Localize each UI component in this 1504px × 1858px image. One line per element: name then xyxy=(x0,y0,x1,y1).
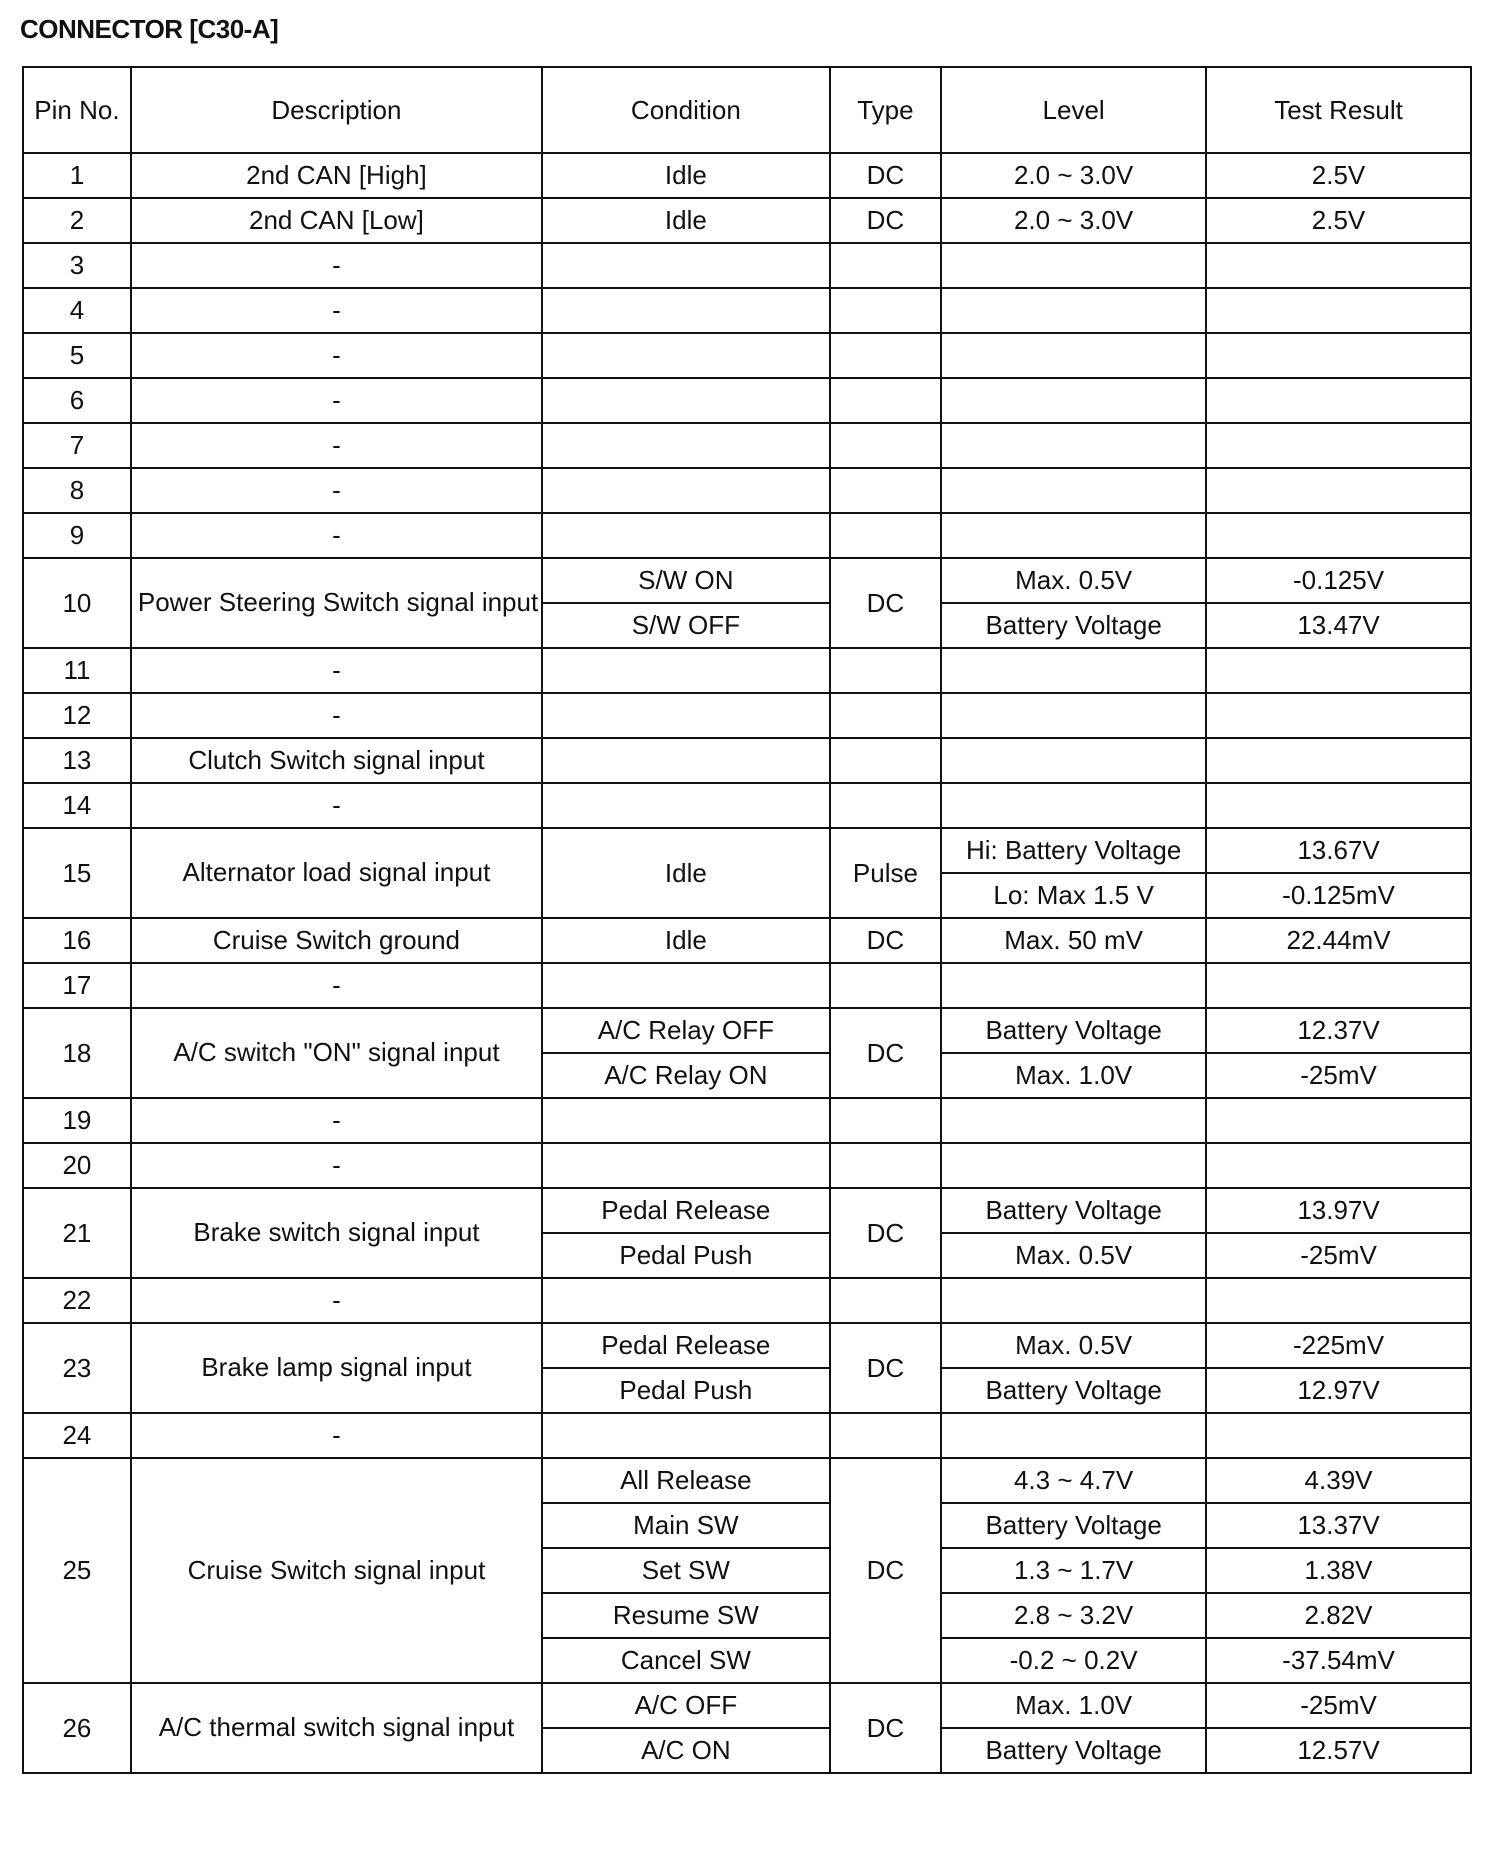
level-cell xyxy=(941,378,1206,423)
table-row xyxy=(23,828,1471,873)
condition-cell xyxy=(542,1098,830,1143)
type-cell: DC xyxy=(830,1008,941,1098)
test-result-cell xyxy=(1206,243,1471,288)
type-cell xyxy=(830,783,941,828)
description-cell: - xyxy=(131,648,542,693)
pin-number-cell: 7 xyxy=(23,423,131,468)
type-cell: DC xyxy=(830,198,941,243)
test-result-cell: 13.37V xyxy=(1206,1503,1471,1548)
test-result-cell xyxy=(1206,738,1471,783)
description-cell: - xyxy=(131,693,542,738)
description-cell: - xyxy=(131,423,542,468)
condition-cell xyxy=(542,648,830,693)
pin-number-cell: 20 xyxy=(23,1143,131,1188)
table-row xyxy=(23,558,1471,603)
test-result-cell: 13.97V xyxy=(1206,1188,1471,1233)
type-cell: DC xyxy=(830,918,941,963)
level-cell: 4.3 ~ 4.7V xyxy=(941,1458,1206,1503)
condition-cell xyxy=(542,288,830,333)
type-cell: DC xyxy=(830,1683,941,1773)
description-cell: - xyxy=(131,1278,542,1323)
table-row xyxy=(23,648,1471,693)
pin-number-cell: 15 xyxy=(23,828,131,918)
type-cell xyxy=(830,693,941,738)
header-level: Level xyxy=(941,67,1206,153)
test-result-cell: -25mV xyxy=(1206,1233,1471,1278)
level-cell: 2.0 ~ 3.0V xyxy=(941,198,1206,243)
type-cell xyxy=(830,378,941,423)
test-result-cell: -0.125mV xyxy=(1206,873,1471,918)
test-result-cell xyxy=(1206,783,1471,828)
pin-number-cell: 21 xyxy=(23,1188,131,1278)
level-cell: 1.3 ~ 1.7V xyxy=(941,1548,1206,1593)
condition-cell xyxy=(542,693,830,738)
condition-cell xyxy=(542,468,830,513)
type-cell: DC xyxy=(830,1458,941,1683)
level-cell xyxy=(941,963,1206,1008)
test-result-cell: 13.47V xyxy=(1206,603,1471,648)
pin-number-cell: 10 xyxy=(23,558,131,648)
type-cell xyxy=(830,468,941,513)
pin-number-cell: 25 xyxy=(23,1458,131,1683)
description-cell: - xyxy=(131,1143,542,1188)
condition-cell: Pedal Push xyxy=(542,1233,830,1278)
type-cell xyxy=(830,243,941,288)
description-cell: A/C thermal switch signal input xyxy=(131,1683,542,1773)
type-cell xyxy=(830,648,941,693)
description-cell: Clutch Switch signal input xyxy=(131,738,542,783)
level-cell: 2.0 ~ 3.0V xyxy=(941,153,1206,198)
condition-cell xyxy=(542,423,830,468)
description-cell: - xyxy=(131,963,542,1008)
type-cell: DC xyxy=(830,1323,941,1413)
level-cell xyxy=(941,693,1206,738)
pin-number-cell: 22 xyxy=(23,1278,131,1323)
test-result-cell xyxy=(1206,1098,1471,1143)
condition-cell xyxy=(542,243,830,288)
level-cell: Max. 0.5V xyxy=(941,1323,1206,1368)
test-result-cell xyxy=(1206,513,1471,558)
header-condition: Condition xyxy=(542,67,830,153)
table-row xyxy=(23,198,1471,243)
level-cell: Battery Voltage xyxy=(941,1728,1206,1773)
test-result-cell: 12.97V xyxy=(1206,1368,1471,1413)
level-cell: Max. 0.5V xyxy=(941,558,1206,603)
table-row xyxy=(23,153,1471,198)
connector-pin-table xyxy=(22,66,1472,1774)
level-cell xyxy=(941,333,1206,378)
table-row xyxy=(23,468,1471,513)
description-cell: - xyxy=(131,378,542,423)
description-cell: - xyxy=(131,333,542,378)
description-cell: 2nd CAN [High] xyxy=(131,153,542,198)
type-cell xyxy=(830,1278,941,1323)
condition-cell: Pedal Release xyxy=(542,1188,830,1233)
condition-cell: Idle xyxy=(542,918,830,963)
test-result-cell xyxy=(1206,468,1471,513)
level-cell xyxy=(941,243,1206,288)
level-cell: Max. 1.0V xyxy=(941,1683,1206,1728)
condition-cell: A/C Relay ON xyxy=(542,1053,830,1098)
header-type: Type xyxy=(830,67,941,153)
level-cell: 2.8 ~ 3.2V xyxy=(941,1593,1206,1638)
table-row xyxy=(23,1683,1471,1728)
condition-cell: A/C ON xyxy=(542,1728,830,1773)
type-cell: Pulse xyxy=(830,828,941,918)
condition-cell: Idle xyxy=(542,198,830,243)
level-cell xyxy=(941,1098,1206,1143)
description-cell: Cruise Switch signal input xyxy=(131,1458,542,1683)
level-cell xyxy=(941,1413,1206,1458)
pin-number-cell: 12 xyxy=(23,693,131,738)
pin-number-cell: 13 xyxy=(23,738,131,783)
pin-number-cell: 11 xyxy=(23,648,131,693)
condition-cell: S/W ON xyxy=(542,558,830,603)
pin-number-cell: 23 xyxy=(23,1323,131,1413)
table-row xyxy=(23,1278,1471,1323)
level-cell xyxy=(941,513,1206,558)
pin-number-cell: 1 xyxy=(23,153,131,198)
table-row xyxy=(23,513,1471,558)
table-row xyxy=(23,738,1471,783)
level-cell: Lo: Max 1.5 V xyxy=(941,873,1206,918)
table-row xyxy=(23,693,1471,738)
level-cell: Max. 50 mV xyxy=(941,918,1206,963)
table-row xyxy=(23,918,1471,963)
test-result-cell: -225mV xyxy=(1206,1323,1471,1368)
test-result-cell xyxy=(1206,378,1471,423)
condition-cell xyxy=(542,1143,830,1188)
condition-cell xyxy=(542,378,830,423)
pin-number-cell: 3 xyxy=(23,243,131,288)
level-cell: Battery Voltage xyxy=(941,1188,1206,1233)
pin-number-cell: 16 xyxy=(23,918,131,963)
condition-cell: Set SW xyxy=(542,1548,830,1593)
header-description: Description xyxy=(131,67,542,153)
type-cell xyxy=(830,1098,941,1143)
type-cell xyxy=(830,1413,941,1458)
condition-cell: Pedal Push xyxy=(542,1368,830,1413)
test-result-cell: 2.5V xyxy=(1206,198,1471,243)
level-cell xyxy=(941,648,1206,693)
test-result-cell xyxy=(1206,1143,1471,1188)
pin-number-cell: 6 xyxy=(23,378,131,423)
test-result-cell: 1.38V xyxy=(1206,1548,1471,1593)
pin-number-cell: 8 xyxy=(23,468,131,513)
test-result-cell: -37.54mV xyxy=(1206,1638,1471,1683)
condition-cell xyxy=(542,513,830,558)
pin-number-cell: 24 xyxy=(23,1413,131,1458)
table-row xyxy=(23,1143,1471,1188)
table-row xyxy=(23,243,1471,288)
description-cell: - xyxy=(131,288,542,333)
level-cell xyxy=(941,468,1206,513)
test-result-cell: -25mV xyxy=(1206,1683,1471,1728)
description-cell: 2nd CAN [Low] xyxy=(131,198,542,243)
table-row xyxy=(23,1098,1471,1143)
condition-cell: A/C OFF xyxy=(542,1683,830,1728)
table-row xyxy=(23,1188,1471,1233)
condition-cell: Cancel SW xyxy=(542,1638,830,1683)
description-cell: - xyxy=(131,1098,542,1143)
description-cell: - xyxy=(131,1413,542,1458)
level-cell: Battery Voltage xyxy=(941,1503,1206,1548)
description-cell: - xyxy=(131,783,542,828)
header-pin-no: Pin No. xyxy=(23,67,131,153)
level-cell xyxy=(941,738,1206,783)
test-result-cell: 12.37V xyxy=(1206,1008,1471,1053)
test-result-cell xyxy=(1206,693,1471,738)
level-cell xyxy=(941,783,1206,828)
table-row xyxy=(23,333,1471,378)
description-cell: - xyxy=(131,513,542,558)
condition-cell xyxy=(542,1413,830,1458)
level-cell: Battery Voltage xyxy=(941,603,1206,648)
type-cell: DC xyxy=(830,153,941,198)
header-test-result: Test Result xyxy=(1206,67,1471,153)
type-cell xyxy=(830,423,941,468)
condition-cell xyxy=(542,738,830,783)
pin-number-cell: 14 xyxy=(23,783,131,828)
description-cell: - xyxy=(131,468,542,513)
level-cell: Battery Voltage xyxy=(941,1368,1206,1413)
table-row xyxy=(23,1413,1471,1458)
test-result-cell xyxy=(1206,1413,1471,1458)
level-cell: Battery Voltage xyxy=(941,1008,1206,1053)
pin-number-cell: 18 xyxy=(23,1008,131,1098)
type-cell: DC xyxy=(830,1188,941,1278)
description-cell: Power Steering Switch signal input xyxy=(131,558,542,648)
level-cell: -0.2 ~ 0.2V xyxy=(941,1638,1206,1683)
pin-number-cell: 17 xyxy=(23,963,131,1008)
level-cell xyxy=(941,423,1206,468)
level-cell xyxy=(941,1278,1206,1323)
pin-number-cell: 19 xyxy=(23,1098,131,1143)
test-result-cell xyxy=(1206,1278,1471,1323)
condition-cell: Main SW xyxy=(542,1503,830,1548)
table-row xyxy=(23,378,1471,423)
type-cell: DC xyxy=(830,558,941,648)
condition-cell xyxy=(542,783,830,828)
condition-cell: Idle xyxy=(542,828,830,918)
condition-cell xyxy=(542,1278,830,1323)
pin-number-cell: 4 xyxy=(23,288,131,333)
table-row xyxy=(23,963,1471,1008)
table-row xyxy=(23,288,1471,333)
test-result-cell xyxy=(1206,423,1471,468)
condition-cell xyxy=(542,333,830,378)
description-cell: Cruise Switch ground xyxy=(131,918,542,963)
table-row xyxy=(23,1008,1471,1053)
test-result-cell: 12.57V xyxy=(1206,1728,1471,1773)
level-cell: Hi: Battery Voltage xyxy=(941,828,1206,873)
level-cell: Max. 0.5V xyxy=(941,1233,1206,1278)
table-row xyxy=(23,1458,1471,1503)
level-cell xyxy=(941,1143,1206,1188)
description-cell: Alternator load signal input xyxy=(131,828,542,918)
test-result-cell: 4.39V xyxy=(1206,1458,1471,1503)
condition-cell xyxy=(542,963,830,1008)
connector-title: CONNECTOR [C30-A] xyxy=(20,14,279,44)
condition-cell: Idle xyxy=(542,153,830,198)
type-cell xyxy=(830,963,941,1008)
type-cell xyxy=(830,1143,941,1188)
pin-number-cell: 2 xyxy=(23,198,131,243)
header-row xyxy=(23,67,1471,153)
pin-number-cell: 26 xyxy=(23,1683,131,1773)
condition-cell: Pedal Release xyxy=(542,1323,830,1368)
test-result-cell xyxy=(1206,333,1471,378)
condition-cell: Resume SW xyxy=(542,1593,830,1638)
type-cell xyxy=(830,513,941,558)
type-cell xyxy=(830,333,941,378)
type-cell xyxy=(830,738,941,783)
test-result-cell xyxy=(1206,288,1471,333)
description-cell: A/C switch "ON" signal input xyxy=(131,1008,542,1098)
condition-cell: All Release xyxy=(542,1458,830,1503)
type-cell xyxy=(830,288,941,333)
level-cell: Max. 1.0V xyxy=(941,1053,1206,1098)
table-body xyxy=(23,153,1471,1773)
description-cell: Brake lamp signal input xyxy=(131,1323,542,1413)
table-row xyxy=(23,423,1471,468)
description-cell: - xyxy=(131,243,542,288)
pin-number-cell: 5 xyxy=(23,333,131,378)
table-row xyxy=(23,783,1471,828)
test-result-cell: 13.67V xyxy=(1206,828,1471,873)
test-result-cell: 22.44mV xyxy=(1206,918,1471,963)
table-row xyxy=(23,1323,1471,1368)
description-cell: Brake switch signal input xyxy=(131,1188,542,1278)
test-result-cell: 2.82V xyxy=(1206,1593,1471,1638)
test-result-cell: -0.125V xyxy=(1206,558,1471,603)
condition-cell: S/W OFF xyxy=(542,603,830,648)
test-result-cell: 2.5V xyxy=(1206,153,1471,198)
test-result-cell xyxy=(1206,648,1471,693)
level-cell xyxy=(941,288,1206,333)
condition-cell: A/C Relay OFF xyxy=(542,1008,830,1053)
test-result-cell xyxy=(1206,963,1471,1008)
pin-number-cell: 9 xyxy=(23,513,131,558)
test-result-cell: -25mV xyxy=(1206,1053,1471,1098)
